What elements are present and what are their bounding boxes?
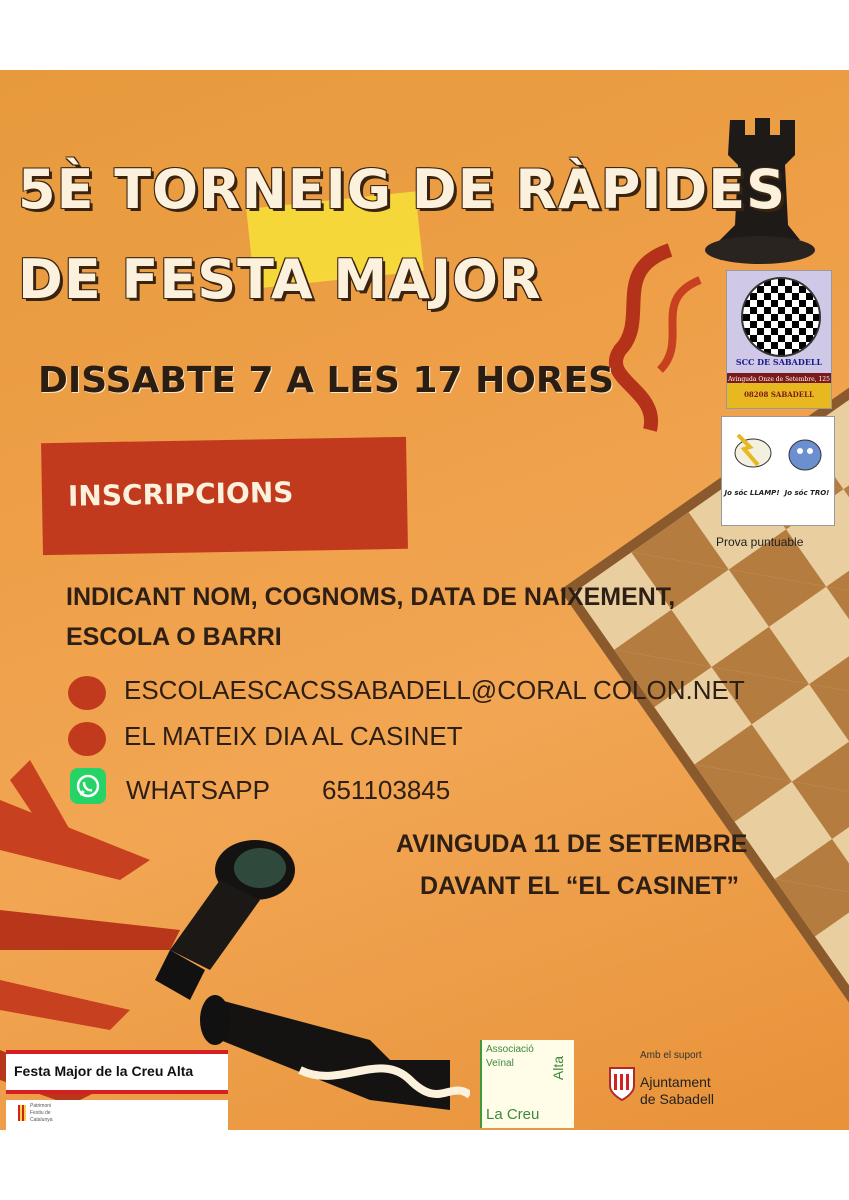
poster (0, 70, 849, 1130)
club-emblem (727, 271, 831, 373)
llamp-tro-badge (721, 416, 835, 526)
inscripcions-banner (41, 437, 408, 555)
ajuntament-line-2: de Sabadell (640, 1091, 714, 1107)
patrimoni-line-3: Catalunya (30, 1117, 53, 1123)
patrimoni-line-1: Patrimoni (30, 1103, 52, 1109)
patrimoni-box (6, 1100, 228, 1130)
title-line-2: DE FESTA MAJOR (18, 248, 542, 311)
bullet-dot-icon (68, 722, 106, 756)
associacio-line-1: Associació (486, 1044, 534, 1055)
club-name: SCC DE SABADELL (735, 357, 823, 367)
checkered-emblem-icon (741, 277, 821, 357)
festa-major-box (6, 1050, 228, 1094)
festa-top-rule (6, 1050, 228, 1054)
whatsapp-label: WHATSAPP (126, 775, 270, 805)
badge-left-label: Jo sóc LLAMP! (724, 489, 780, 497)
location-line-1: AVINGUDA 11 DE SETEMBRE (396, 830, 748, 858)
whatsapp-icon (70, 768, 106, 804)
badge-right-label: Jo sóc TRO! (784, 489, 830, 497)
support-label: Amb el suport (640, 1050, 702, 1061)
associacio-name: La Creu (486, 1106, 540, 1123)
club-address-strip (727, 373, 831, 408)
sabadell-shield-icon (608, 1066, 636, 1102)
festa-major-label: Festa Major de la Creu Alta (14, 1063, 194, 1079)
title-line-1: 5È TORNEIG DE RÀPIDES (18, 158, 787, 221)
ajuntament-line-1: Ajuntament (640, 1074, 711, 1090)
thunder-mascot-icon (782, 425, 828, 485)
instructions-line-1: INDICANT NOM, COGNOMS, DATA DE NAIXEMENT, (66, 583, 676, 611)
club-address: Avinguda Onze de Setembre, 125 (728, 376, 830, 383)
festa-bottom-rule (6, 1090, 228, 1094)
associacio-logo (480, 1040, 574, 1128)
club-logo (726, 270, 832, 409)
contact-email[interactable]: ESCOLAESCACSSABADELL@CORAL COLON.NET (124, 675, 745, 705)
associacio-vertical: Alta (550, 1055, 567, 1081)
event-date-time: DISSABTE 7 A LES 17 HORES (38, 360, 615, 401)
lightning-mascot-icon (728, 425, 778, 485)
contact-in-person: EL MATEIX DIA AL CASINET (124, 721, 463, 751)
instructions-line-2: ESCOLA O BARRI (66, 623, 282, 651)
catalan-flag-icon (18, 1105, 26, 1121)
club-postal: 08208 SABADELL (744, 390, 814, 399)
bullet-dot-icon (68, 676, 106, 710)
location-line-2: DAVANT EL “EL CASINET” (420, 872, 740, 900)
associacio-line-2: Veïnal (486, 1058, 514, 1069)
inscripcions-label: INSCRIPCIONS (67, 475, 294, 513)
patrimoni-line-2: Festiu de (30, 1110, 51, 1116)
whatsapp-number[interactable]: 651103845 (322, 775, 451, 805)
badge-caption: Prova puntuable (716, 535, 804, 549)
